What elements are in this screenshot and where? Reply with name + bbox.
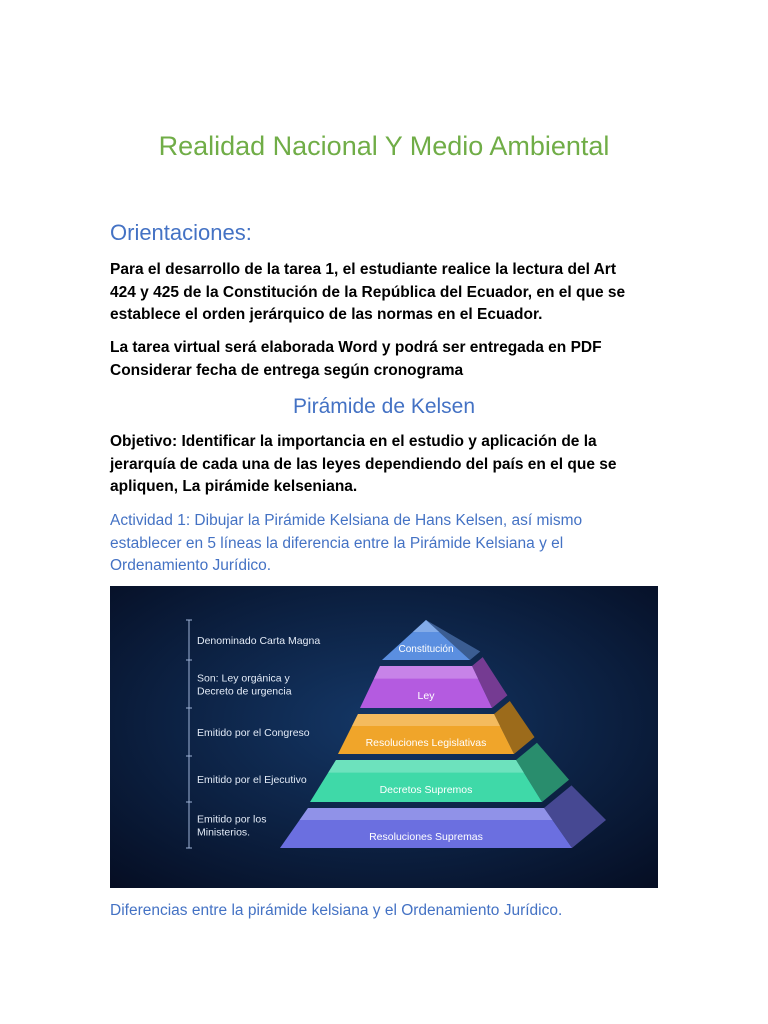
document-title: Realidad Nacional Y Medio Ambiental xyxy=(158,131,610,161)
objetivo-paragraph xyxy=(110,431,670,499)
pyramid-tier-label: Resoluciones Legislativas xyxy=(365,737,487,749)
text-line: Para el desarrollo de la tarea 1, el estudiante realice la lectura del Art xyxy=(110,261,616,278)
pyramid-tier-highlight xyxy=(328,760,524,773)
bracket-annotation: Emitido por el Congreso xyxy=(197,727,310,739)
text-line: jerarquía de cada una de las leyes dependiendo del país en el que se xyxy=(110,455,617,473)
pyramid-tier-highlight xyxy=(374,666,478,679)
orientaciones-heading: Orientaciones: xyxy=(110,220,252,245)
text-line: establecer en 5 líneas la diferencia entre la Pirámide Kelsiana y el xyxy=(110,534,564,552)
pyramid-tier-label: Resoluciones Supremas xyxy=(369,831,483,843)
bracket-annotation: Denominado Carta Magna xyxy=(197,635,321,647)
bracket-annotation: Emitido por el Ejecutivo xyxy=(197,774,307,786)
section-heading: Pirámide de Kelsen xyxy=(292,395,476,418)
text-line: La tarea virtual será elaborada Word y podrá ser entregada en PDF xyxy=(110,339,602,356)
text-line: 424 y 425 de la Constitución de la República del Ecuador, en el que se xyxy=(110,283,626,301)
orientaciones-paragraph xyxy=(110,259,670,327)
pyramid-tier-highlight xyxy=(352,714,500,726)
pyramid-tier-label: Constitución xyxy=(398,644,454,655)
delivery-paragraph xyxy=(110,337,670,382)
pyramid-tier-highlight xyxy=(300,808,553,820)
actividad-paragraph xyxy=(110,510,670,578)
text-line: establece el orden jerárquico de las normas en el Ecuador. xyxy=(110,306,543,323)
pyramid-tier-label: Decretos Supremos xyxy=(379,784,473,796)
bracket-annotation: Ministerios. xyxy=(197,826,251,839)
text-line: Objetivo: Identificar la importancia en el estudio y aplicación de la xyxy=(110,433,597,450)
bracket-annotation: Emitido por los xyxy=(197,813,267,826)
text-line: Considerar fecha de entrega según cronograma xyxy=(110,361,464,379)
caption-text: Diferencias entre la pirámide kelsiana y el Ordenamiento Jurídico. xyxy=(110,902,563,919)
text-line: Actividad 1: Dibujar la Pirámide Kelsiana de Hans Kelsen, así mismo xyxy=(110,512,583,529)
kelsen-pyramid-svg xyxy=(110,586,658,888)
pyramid-tier-label: Ley xyxy=(417,690,435,702)
text-line: apliquen, La pirámide kelseniana. xyxy=(110,478,358,495)
text-line: Ordenamiento Jurídico. xyxy=(110,557,272,574)
bracket-annotation: Decreto de urgencia xyxy=(197,685,292,698)
kelsen-pyramid-figure xyxy=(110,586,658,888)
bracket-annotation: Son: Ley orgánica y xyxy=(197,672,290,685)
